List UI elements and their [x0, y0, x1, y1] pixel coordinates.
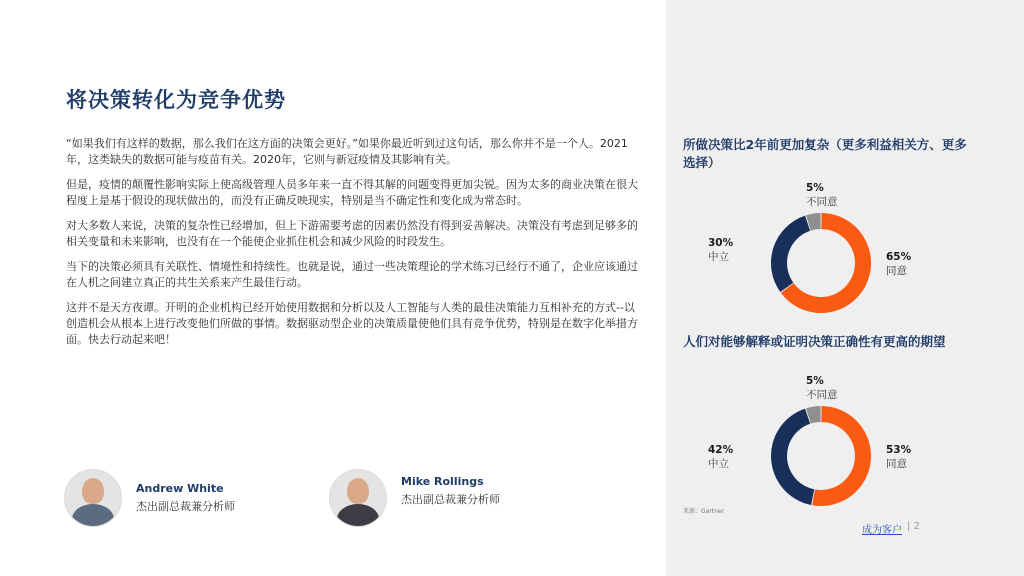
source-note: 来源：Gartner — [683, 508, 725, 515]
author-role: 杰出副总裁兼分析师 — [401, 493, 500, 506]
page-title: 将决策转化为竞争优势 — [66, 88, 286, 112]
slice-label: 不同意 — [806, 196, 838, 208]
footer-separator: | — [907, 521, 911, 532]
slice-label: 同意 — [886, 458, 907, 470]
chart-label — [708, 443, 733, 471]
avatar-body-shape — [72, 504, 114, 527]
avatar — [64, 469, 122, 527]
slice-value: 30% — [708, 237, 734, 249]
donut-chart — [770, 405, 872, 507]
chart-label — [886, 250, 911, 278]
avatar-head-shape — [82, 478, 104, 504]
body-text — [66, 136, 644, 357]
slice-label: 同意 — [886, 265, 907, 277]
slice-value: 5% — [806, 375, 824, 387]
author-card — [329, 469, 500, 527]
chart-title: 人们对能够解释或证明决策正确性有更高的期望 — [683, 334, 946, 349]
paragraph: 这并不是天方夜谭。开明的企业机构已经开始使用数据和分析以及人工智能与人类的最佳决策能力互相补充的方式--以创造机会从根本上进行改变他们所做的事情。数据驱动型企业的决策质量使他们具有竞争优势，特别是在数字化举措方面。快去行动起来吧！ — [66, 301, 638, 346]
chart-label — [806, 181, 838, 209]
page-number — [907, 521, 920, 532]
chart-label — [806, 374, 838, 402]
author-name: Andrew White — [136, 482, 224, 495]
slice-label: 不同意 — [806, 389, 838, 401]
chart-title: 所做决策比2年前更加复杂（更多利益相关方、更多选择） — [683, 137, 967, 170]
chart-label — [886, 443, 911, 471]
paragraph: 当下的决策必须具有关联性、情境性和持续性。也就是说，通过一些决策理论的学术练习已经行不通了，企业应该通过在人机之间建立真正的共生关系来产生最佳行动。 — [66, 260, 638, 289]
slice-value: 5% — [806, 182, 824, 194]
slice-value: 42% — [708, 444, 734, 456]
donut-chart — [770, 212, 872, 314]
slice-label: 中立 — [708, 251, 729, 263]
slice-label: 中立 — [708, 458, 729, 470]
donut-slice — [771, 409, 814, 505]
paragraph: “如果我们有这样的数据，那么我们在这方面的决策会更好。”如果你最近听到过这句话，那么你并不是一个人。2021年，这类缺失的数据可能与疫苗有关。2020年，它则与新冠疫情及其影响有关。 — [66, 137, 628, 166]
avatar — [329, 469, 387, 527]
chart-label — [708, 236, 733, 264]
slice-value: 65% — [886, 251, 912, 263]
paragraph: 但是，疫情的颠覆性影响实际上使高级管理人员多年来一直不得其解的问题变得更加尖锐。因为太多的商业决策在很大程度上是基于假设的现状做出的，而没有正确反映现实，特别是当不确定性和变化成为常态时。 — [66, 178, 638, 207]
become-client-link[interactable]: 成为客户 — [862, 525, 902, 536]
author-role: 杰出副总裁兼分析师 — [136, 500, 235, 513]
donut-slice — [771, 216, 810, 292]
avatar-head-shape — [347, 478, 369, 504]
page-number-value: 2 — [913, 521, 920, 532]
donut-slice — [812, 406, 871, 506]
paragraph: 对大多数人来说，决策的复杂性已经增加，但上下游需要考虑的因素仍然没有得到妥善解决。决策没有考虑到足够多的相关变量和未来影响，也没有在一个能使企业抓住机会和减少风险的时段发生。 — [66, 219, 638, 248]
avatar-body-shape — [337, 504, 379, 527]
slice-value: 53% — [886, 444, 912, 456]
author-card — [64, 469, 235, 527]
author-name: Mike Rollings — [401, 475, 484, 488]
